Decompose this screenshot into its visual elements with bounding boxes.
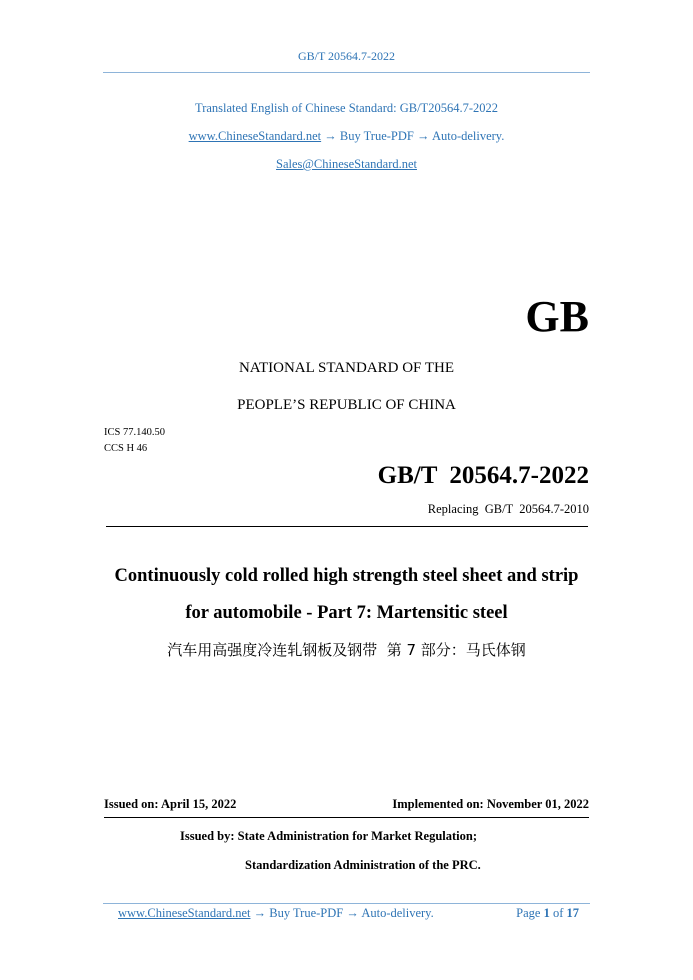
page-word: Page xyxy=(516,906,541,920)
sales-email-link[interactable]: Sales@ChineseStandard.net xyxy=(276,157,417,171)
buy-pdf-link[interactable]: Buy True-PDF xyxy=(339,129,414,143)
header-rule xyxy=(103,72,590,73)
running-header: GB/T 20564.7-2022 xyxy=(297,49,396,63)
site-link[interactable]: www.ChineseStandard.net xyxy=(188,129,322,143)
standard-number: GB/T 20564.7-2022 xyxy=(377,462,589,489)
footer-auto-delivery-text: Auto-delivery. xyxy=(361,906,434,920)
auto-delivery-text: Auto-delivery. xyxy=(431,129,505,143)
footer-buy-pdf-link[interactable]: Buy True-PDF xyxy=(269,906,344,920)
banner-links xyxy=(0,129,693,144)
of-word: of xyxy=(552,906,564,920)
arrow-right-icon: → xyxy=(253,906,267,920)
arrow-right-icon: → xyxy=(324,129,337,143)
ccs-code: CCS H 46 xyxy=(104,443,148,454)
replacing-standard: Replacing GB/T 20564.7-2010 xyxy=(427,502,589,516)
issued-by-line2: Standardization Administration of the PRC. xyxy=(245,858,481,872)
ics-code: ICS 77.140.50 xyxy=(104,427,165,438)
email-row xyxy=(0,157,693,172)
translation-notice: Translated English of Chinese Standard: GB/T20564.7-2022 xyxy=(195,101,498,115)
page-total: 17 xyxy=(566,906,579,920)
page-number: 1 xyxy=(543,906,550,920)
national-standard-line1: NATIONAL STANDARD OF THE xyxy=(238,360,455,376)
title-en-line2: for automobile - Part 7: Martensitic steel xyxy=(185,603,508,623)
footer-site-link[interactable]: www.ChineseStandard.net xyxy=(118,906,251,920)
gb-logo: GB xyxy=(525,292,589,341)
title-en-line1: Continuously cold rolled high strength steel sheet and strip xyxy=(114,566,579,586)
issued-date: Issued on: April 15, 2022 xyxy=(104,797,237,811)
issued-by-line1: Issued by: State Administration for Market Regulation; xyxy=(180,829,477,843)
page-indicator xyxy=(516,906,579,921)
arrow-right-icon: → xyxy=(417,129,430,143)
footer-rule xyxy=(103,903,590,904)
footer-links xyxy=(118,906,434,921)
arrow-right-icon: → xyxy=(346,906,359,920)
title-zh: 汽车用高强度冷连轧钢板及钢带 第 7 部分：马氏体钢 xyxy=(167,641,526,659)
national-standard-line2: PEOPLE’S REPUBLIC OF CHINA xyxy=(237,397,456,413)
implemented-date: Implemented on: November 01, 2022 xyxy=(392,797,589,811)
dates-rule xyxy=(104,817,589,818)
title-top-rule xyxy=(106,526,588,527)
